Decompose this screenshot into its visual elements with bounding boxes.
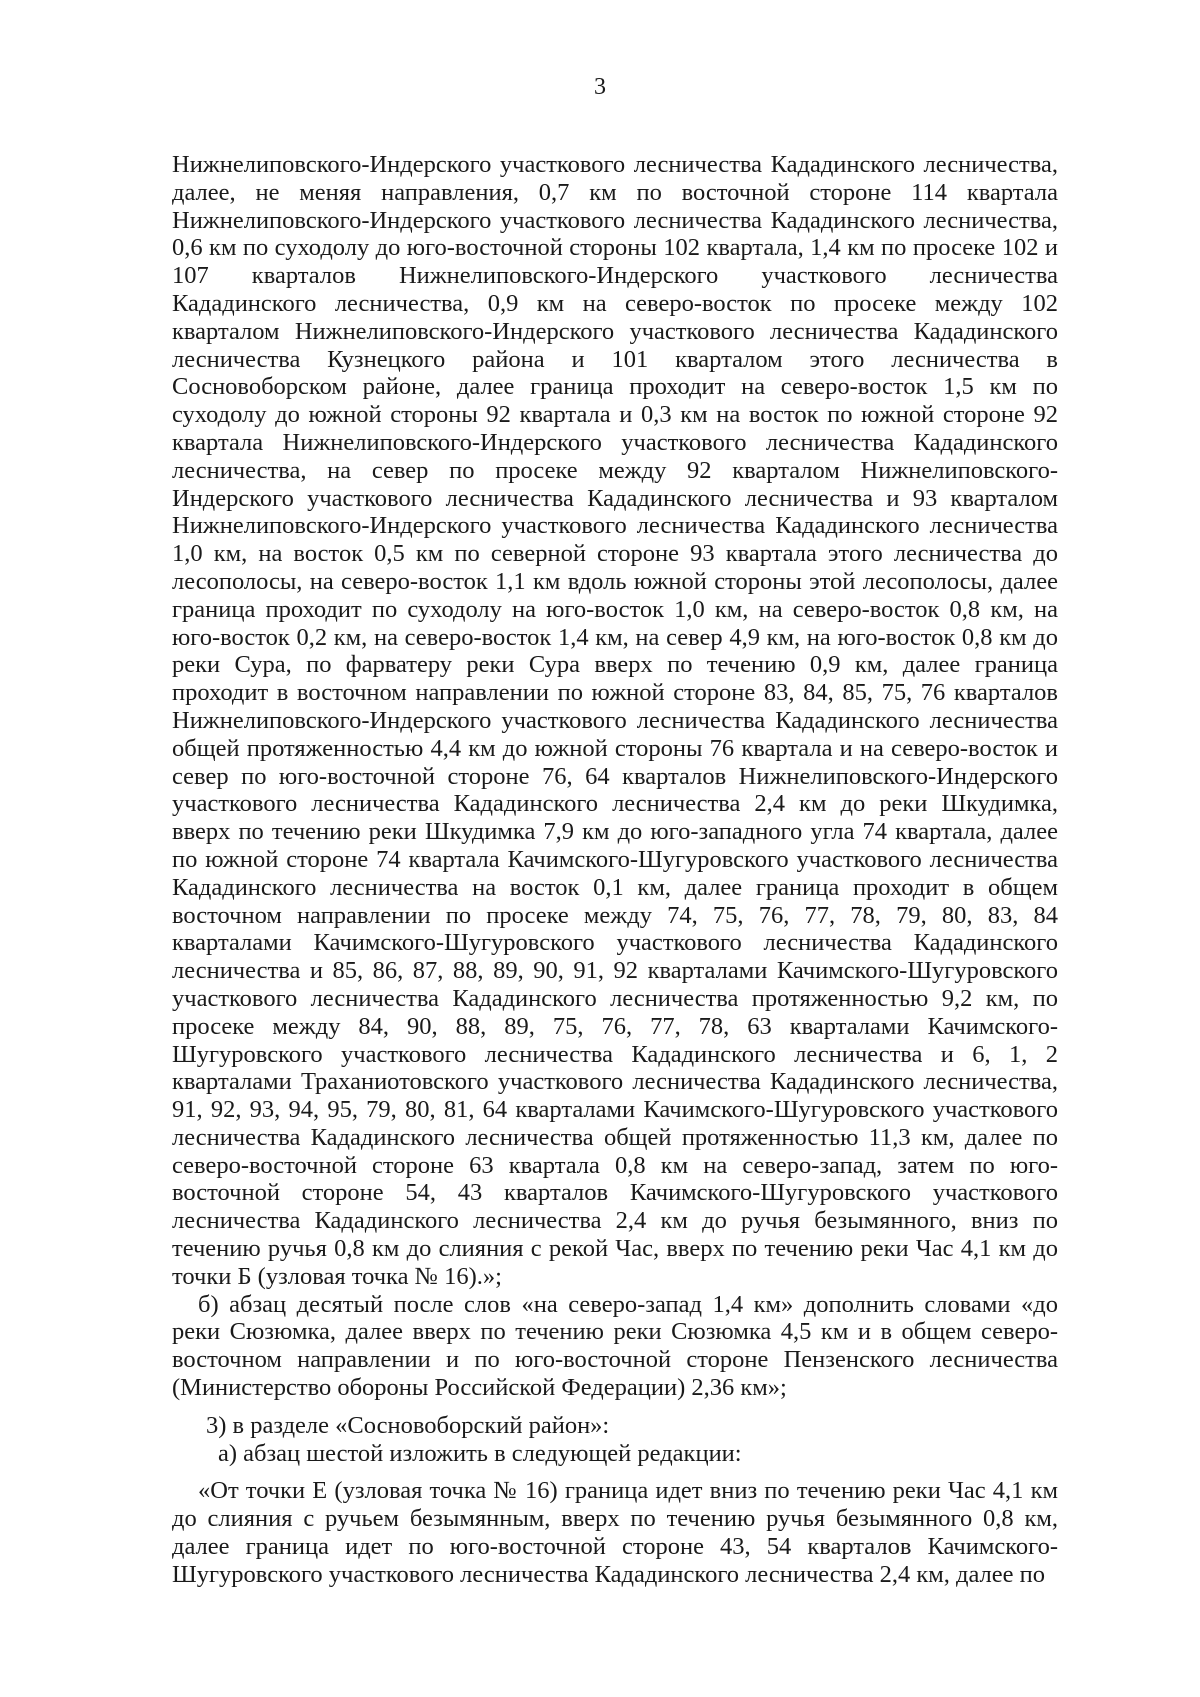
paragraph-continuation: Нижнелиповского-Индерского участкового лесничества Кададинского лесничества, далее, не меняя направления, 0,7 км по восточной стороне 114 квартала Нижнелиповского-Индерского участкового лесничества Кададинского лесничества, 0,6 км по суходолу до юго-восточной стороны 102 квартала, 1,4 км по просеке 102 и 107 кварталов Нижнелиповского-Индерского участкового лесничества Кададинского лесничества, 0,9 км на северо-восток по просеке между 102 кварталом Нижнелиповского-Индерского участкового лесничества Кададинского лесничества Кузнецкого района и 101 кварталом этого лесничества в Сосновоборском районе, далее граница проходит на северо-восток 1,5 км по суходолу до южной стороны 92 квартала и 0,3 км на восток по южной стороне 92 квартала Нижнелиповского-Индерского участкового лесничества Кададинского лесничества, на север по просеке между 92 кварталом Нижнелиповского-Индерского участкового лесничества Кададинского лесничества и 93 кварталом Нижнелиповского-Индерского участкового лесничества Кададинского лесничества 1,0 км, на восток 0,5 км по северной стороне 93 квартала этого лесничества до лесополосы, на северо-восток 1,1 км вдоль южной стороны этой лесополосы, далее граница проходит по суходолу на юго-восток 1,0 км, на северо-восток 0,8 км, на юго-восток 0,2 км, на северо-восток 1,4 км, на север 4,9 км, на юго-восток 0,8 км до реки Сура, по фарватеру реки Сура вверх по течению 0,9 км, далее граница проходит в восточном направлении по южной стороне 83, 84, 85, 75, 76 кварталов Нижнелиповского-Индерского участкового лесничества Кададинского лесничества общей протяженностью 4,4 км до южной стороны 76 квартала и на северо-восток и север по юго-восточной стороне 76, 64 кварталов Нижнелиповского-Индерского участкового лесничества Кададинского лесничества 2,4 км до реки Шкудимка, вверх по течению реки Шкудимка 7,9 км до юго-западного угла 74 квартала, далее по южной стороне 74 квартала Качимского-Шугуровского участкового лесничества Кададинского лесничества на восток 0,1 км, далее граница проходит в общем восточном направлении по просеке между 74, 75, 76, 77, 78, 79, 80, 83, 84 кварталами Качимского-Шугуровского участкового лесничества Кададинского лесничества и 85, 86, 87, 88, 89, 90, 91, 92 кварталами Качимского-Шугуровского участкового лесничества Кададинского лесничества протяженностью 9,2 км, по просеке между 84, 90, 88, 89, 75, 76, 77, 78, 63 кварталами Качимского-Шугуровского участкового лесничества Кададинского лесничества и 6, 1, 2 кварталами Траханиотовского участкового лесничества Кададинского лесничества, 91, 92, 93, 94, 95, 79, 80, 81, 64 кварталами Качимского-Шугуровского участкового лесничества Кададинского лесничества общей протяженностью 11,3 км, далее по северо-восточной стороне 63 квартала 0,8 км на северо-запад, затем по юго-восточной стороне 54, 43 кварталов Качимского-Шугуровского участкового лесничества Кададинского лесничества 2,4 км до ручья безымянного, вниз по течению ручья 0,8 км до слияния с рекой Час, вверх по течению реки Час 4,1 км до точки Б (узловая точка № 16).»; [172, 151, 1058, 1290]
page-number: 3 [594, 74, 606, 100]
paragraph-quote: «От точки Е (узловая точка № 16) граница идет вниз по течению реки Час 4,1 км до слияния с ручьем безымянным, вверх по течению ручья безымянного 0,8 км, далее граница идет по юго-восточной стороне 43, 54 кварталов Качимского-Шугуровского участкового лесничества Кададинского лесничества 2,4 км, далее по [172, 1477, 1058, 1588]
paragraph-item-b: б) абзац десятый после слов «на северо-запад 1,4 км» дополнить словами «до реки Сюзюмка, далее вверх по течению реки Сюзюмка 4,5 км и в общем северо-восточном направлении и по юго-восточной стороне Пензенского лесничества (Министерство обороны Российской Федерации) 2,36 км»; [172, 1290, 1058, 1402]
document-body [172, 151, 1058, 1589]
paragraph-item-3: 3) в разделе «Сосновоборский район»: [206, 1411, 610, 1439]
paragraph-item-a: а) абзац шестой изложить в следующей редакции: [218, 1439, 742, 1467]
